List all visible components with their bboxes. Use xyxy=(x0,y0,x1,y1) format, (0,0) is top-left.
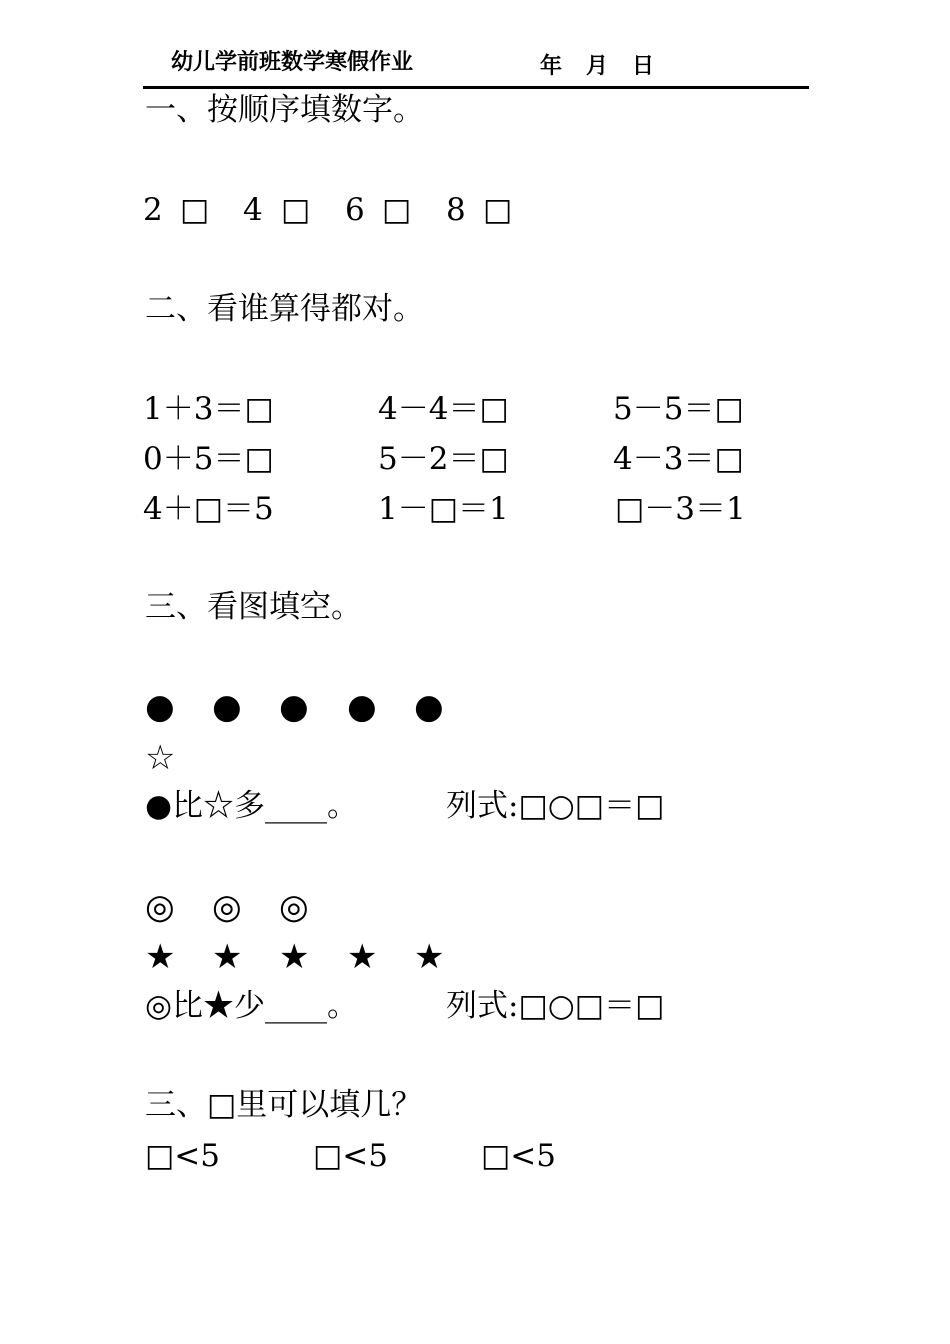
black-star-icon: ★ xyxy=(145,937,176,977)
black-star-icon: ★ xyxy=(414,937,445,977)
black-circle-icon: ● xyxy=(145,687,175,727)
black-circle-icon: ● xyxy=(212,687,242,727)
sequence-number: 2 xyxy=(143,192,163,228)
sequence-number: 6 xyxy=(345,192,365,228)
answer-box[interactable]: □ xyxy=(382,192,412,228)
inequality-item[interactable]: □<5 xyxy=(481,1138,556,1174)
date-year-label: 年 xyxy=(540,54,563,79)
bullseye-icon: ◎ xyxy=(279,887,309,927)
equation[interactable]: 1－□＝1 xyxy=(378,491,509,527)
black-circle-icon: ● xyxy=(347,687,377,727)
section2-title: 二、看谁算得都对。 xyxy=(145,291,424,327)
equation[interactable]: 5－5＝□ xyxy=(613,391,744,427)
answer-box[interactable]: □ xyxy=(483,192,513,228)
black-circle-icon: ● xyxy=(414,687,444,727)
bullseye-icon: ◎ xyxy=(145,887,175,927)
bullseye-icon: ◎ xyxy=(212,887,242,927)
black-star-icon: ★ xyxy=(212,937,243,977)
answer-box[interactable]: □ xyxy=(180,192,210,228)
section4-title: 三、□里可以填几？ xyxy=(145,1087,423,1123)
equation[interactable]: 4＋□＝5 xyxy=(143,491,274,527)
white-star-icon: ☆ xyxy=(145,738,176,778)
equation[interactable]: 4－4＝□ xyxy=(378,391,509,427)
date-day-label: 日 xyxy=(632,54,655,79)
inequality-item[interactable]: □<5 xyxy=(145,1138,220,1174)
sequence-number: 4 xyxy=(243,192,263,228)
black-star-icon: ★ xyxy=(347,937,378,977)
equation[interactable]: 0＋5＝□ xyxy=(143,441,274,477)
compare-question-1[interactable]: ●比☆多____。 xyxy=(145,788,359,824)
equation[interactable]: 5－2＝□ xyxy=(378,441,509,477)
formula-2[interactable]: 列式:□○□＝□ xyxy=(446,988,665,1024)
inequality-item[interactable]: □<5 xyxy=(313,1138,388,1174)
section3-title: 三、看图填空。 xyxy=(145,589,362,625)
formula-1[interactable]: 列式:□○□＝□ xyxy=(446,788,665,824)
compare-question-2[interactable]: ◎比★少____。 xyxy=(145,988,359,1024)
worksheet-title: 幼儿学前班数学寒假作业 xyxy=(171,50,414,75)
sequence-number: 8 xyxy=(446,192,466,228)
section1-title: 一、按顺序填数字。 xyxy=(145,92,424,128)
header-rule xyxy=(143,86,809,89)
black-circle-icon: ● xyxy=(279,687,309,727)
equation[interactable]: 1＋3＝□ xyxy=(143,391,274,427)
answer-box[interactable]: □ xyxy=(281,192,311,228)
equation[interactable]: 4－3＝□ xyxy=(613,441,744,477)
black-star-icon: ★ xyxy=(279,937,310,977)
equation[interactable]: □－3＝1 xyxy=(615,491,746,527)
date-month-label: 月 xyxy=(586,54,609,79)
